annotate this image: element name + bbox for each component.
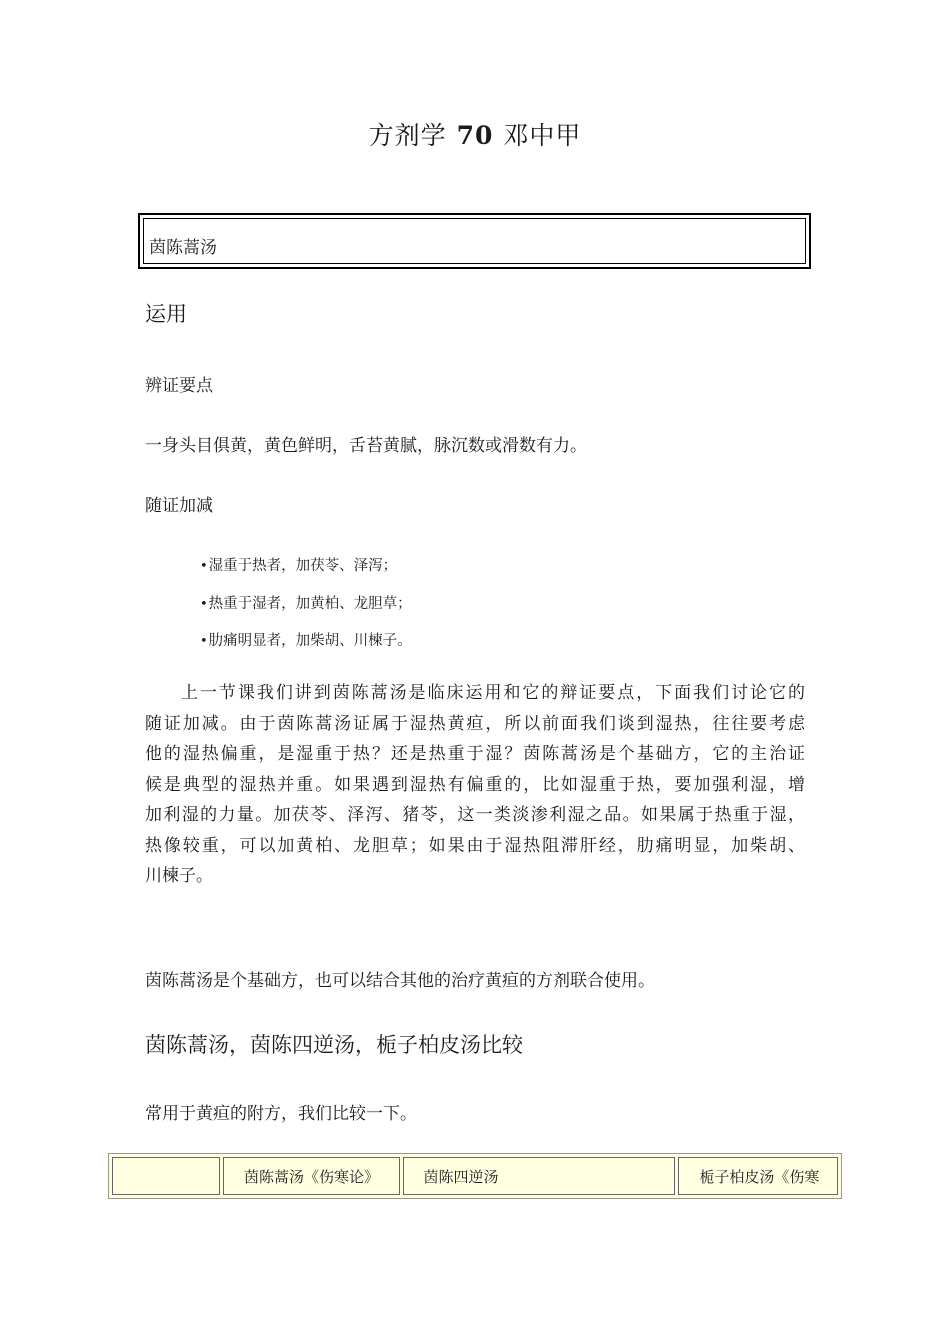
paragraph-line: 上一节课我们讲到茵陈蒿汤是临床运用和它的辩证要点，下面我们讨论它的 (181, 683, 805, 703)
bullet-icon: • (200, 559, 208, 574)
title-author: 邓中甲 (503, 121, 582, 150)
table-header-row (112, 1157, 838, 1195)
paragraph-line: 加利湿的力量。加茯苓、泽泻、猪苓，这一类淡渗利湿之品。如果属于热重于湿， (145, 805, 805, 825)
table-header-cell: 茵陈蒿汤《伤寒论》 (223, 1157, 400, 1195)
table-header-cell (112, 1157, 220, 1195)
modification-heading: 随证加减 (145, 496, 213, 516)
paragraph-line: 候是典型的湿热并重。如果遇到湿热有偏重的，比如湿重于热，要加强利湿，增 (145, 774, 805, 795)
list-item: •热重于湿者，加黄柏、龙胆草； (200, 596, 412, 612)
bullet-icon: • (200, 634, 208, 649)
diagnosis-heading: 辨证要点 (145, 376, 213, 396)
summary-text: 茵陈蒿汤是个基础方，也可以结合其他的治疗黄疸的方剂联合使用。 (145, 971, 655, 991)
formula-heading-box (138, 213, 811, 269)
paragraph-line: 热像较重，可以加黄柏、龙胆草；如果由于湿热阻滞肝经，肋痛明显，加柴胡、 (145, 835, 805, 856)
comparison-heading: 茵陈蒿汤，茵陈四逆汤，栀子柏皮汤比较 (145, 1033, 523, 1057)
explanation-paragraph (145, 678, 805, 892)
list-item: •湿重于热者，加茯苓、泽泻； (200, 558, 398, 574)
list-item: •肋痛明显者，加柴胡、川楝子。 (200, 633, 412, 649)
table-header-cell: 茵陈四逆汤 (403, 1157, 676, 1195)
paragraph-line: 川楝子。 (145, 866, 213, 886)
title-number: 70 (456, 121, 494, 150)
formula-heading: 茵陈蒿汤 (149, 238, 217, 258)
section-heading-usage: 运用 (145, 302, 187, 326)
bullet-icon: • (200, 597, 208, 612)
paragraph-line: 他的湿热偏重，是湿重于热？还是热重于湿？茵陈蒿汤是个基础方，它的主治证 (145, 744, 805, 764)
comparison-table (108, 1153, 842, 1199)
comparison-intro: 常用于黄疸的附方，我们比较一下。 (145, 1104, 417, 1124)
title-prefix: 方剂学 (368, 121, 447, 150)
table-header-cell: 栀子柏皮汤《伤寒 (678, 1157, 838, 1195)
page-title (0, 116, 950, 152)
paragraph-line: 随证加减。由于茵陈蒿汤证属于湿热黄疸，所以前面我们谈到湿热，往往要考虑 (145, 713, 805, 734)
diagnosis-text: 一身头目俱黄，黄色鲜明，舌苔黄腻，脉沉数或滑数有力。 (145, 436, 587, 456)
